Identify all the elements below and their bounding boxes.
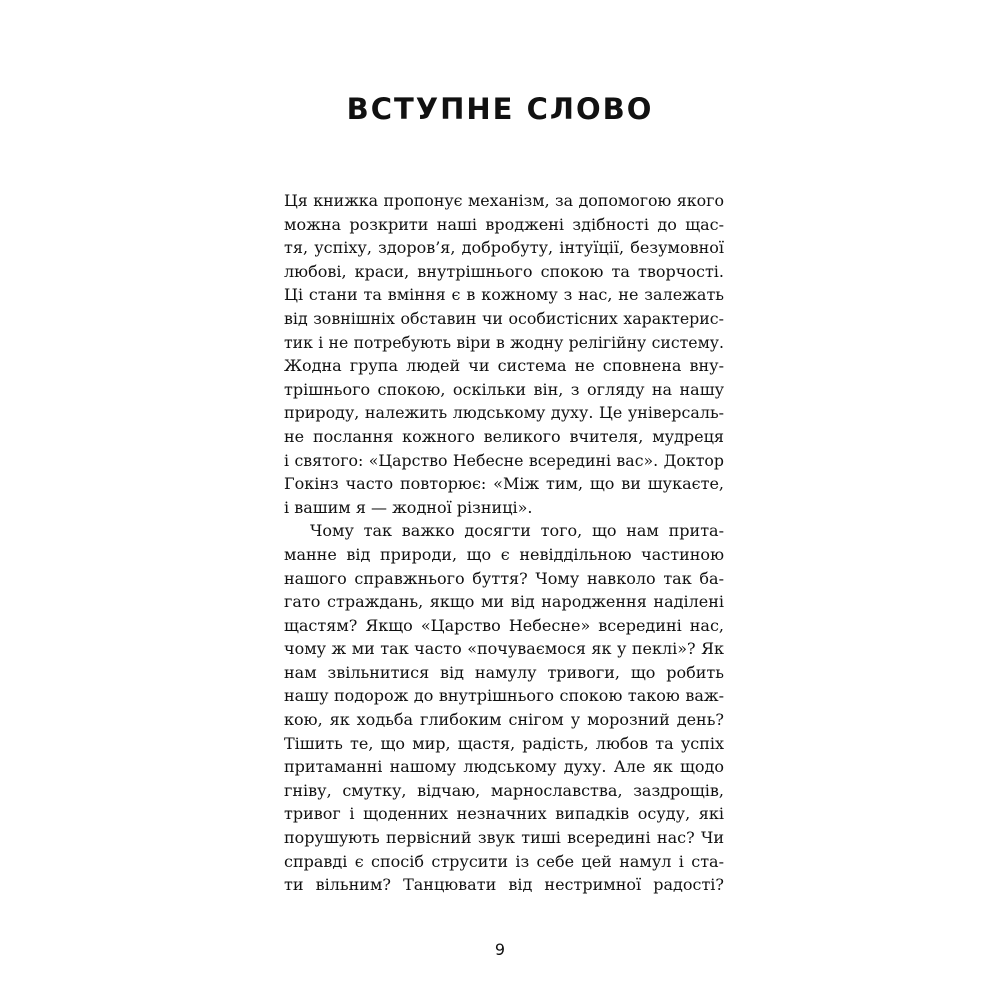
text-line: справді є спосіб струсити із себе цей намул і ста-: [284, 851, 724, 871]
text-line: притаманні нашому людському духу. Але як щодо: [284, 757, 724, 777]
text-line: Жодна група людей чи система не сповнена вну-: [284, 356, 724, 376]
text-line: любові, краси, внутрішнього спокою та творчості.: [284, 261, 724, 281]
text-line: Ці стани та вміння є в кожному з нас, не залежать: [284, 285, 724, 305]
text-line: нам звільнитися від намулу тривоги, що робить: [284, 662, 724, 682]
text-line: тя, успіху, здоров’я, добробуту, інтуїції, безумовної: [284, 238, 724, 258]
text-line: манне від природи, що є невіддільною частиною: [284, 544, 724, 564]
body-text: [284, 189, 724, 897]
page-number: 9: [494, 940, 506, 959]
text-line: ти вільним? Танцювати від нестримної радості?: [284, 875, 724, 895]
text-line: від зовнішніх обставин чи особистісних характерис-: [284, 308, 724, 328]
text-line: природу, належить людському духу. Це універсаль-: [284, 403, 724, 423]
text-line: щастям? Якщо «Царство Небесне» всередині нас,: [284, 615, 724, 635]
chapter-title: ВСТУПНЕ СЛОВО: [346, 92, 654, 126]
text-line: нашого справжнього буття? Чому навколо так ба-: [284, 568, 724, 588]
text-line: тривог і щоденних незначних випадків осуду, які: [284, 804, 724, 824]
text-line: чому ж ми так часто «почуваємося як у пеклі»? Як: [284, 639, 724, 659]
text-line: Ця книжка пропонує механізм, за допомогою якого: [284, 191, 724, 210]
text-line: і святого: «Царство Небесне всередині вас». Доктор: [284, 450, 724, 470]
text-line: Тішить те, що мир, щастя, радість, любов та успіх: [284, 733, 724, 753]
text-line: Гокінз часто повторює: «Між тим, що ви шукаєте,: [284, 474, 724, 494]
paragraph-2: [284, 519, 724, 897]
text-line: можна розкрити наші вроджені здібності до щас-: [284, 214, 724, 234]
text-line: кою, як ходьба глибоким снігом у морозний день?: [284, 710, 724, 730]
text-line: не послання кожного великого вчителя, мудреця: [284, 426, 724, 446]
text-line: і вашим я — жодної різниці».: [284, 497, 533, 517]
text-line: нашу подорож до внутрішнього спокою такою важ-: [284, 686, 724, 706]
text-line: гніву, смутку, відчаю, марнославства, заздрощів,: [284, 780, 724, 800]
text-line: Чому так важко досягти того, що нам прита-: [310, 521, 724, 541]
paragraph-1: [284, 189, 724, 519]
text-line: тик і не потребують віри в жодну релігійну систему.: [284, 332, 724, 352]
text-line: порушують первісний звук тиші всередині нас? Чи: [284, 828, 724, 848]
text-line: трішнього спокою, оскільки він, з огляду на нашу: [284, 379, 724, 399]
text-line: гато страждань, якщо ми від народження наділені: [284, 592, 724, 612]
